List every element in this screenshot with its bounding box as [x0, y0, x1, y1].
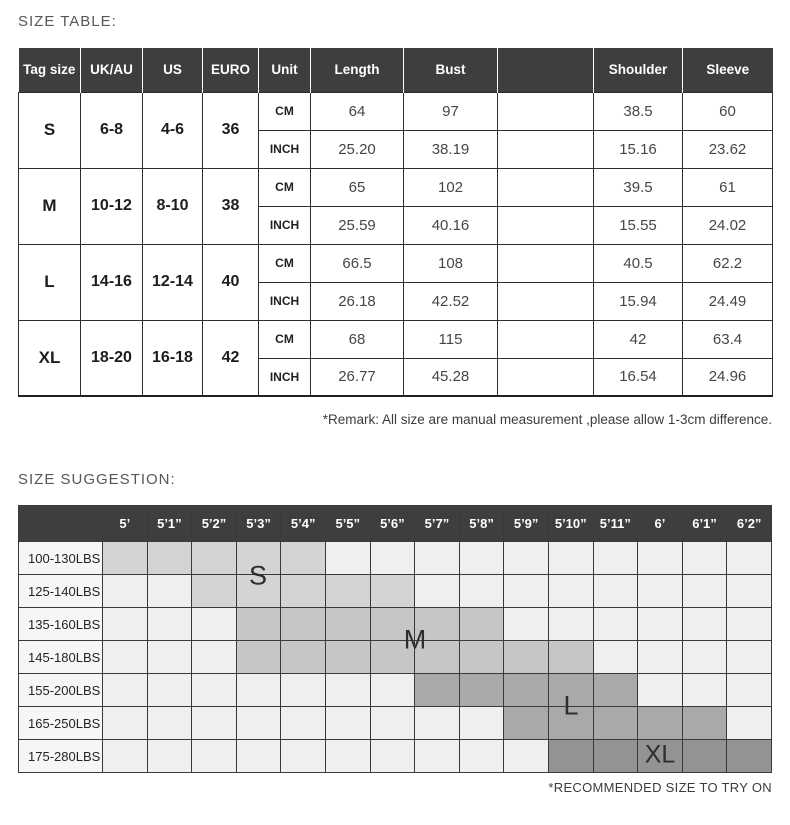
grid-cell-m — [325, 641, 370, 674]
size-table-title: SIZE TABLE: — [18, 13, 117, 30]
grid-cell — [504, 608, 549, 641]
grid-cell — [103, 674, 148, 707]
weight-label: 155-200LBS — [19, 674, 103, 707]
grid-cell-s — [192, 542, 237, 575]
grid-cell — [103, 707, 148, 740]
weight-label: 145-180LBS — [19, 641, 103, 674]
grid-cell — [147, 575, 192, 608]
grid-cell-m — [281, 608, 326, 641]
grid-cell-m — [236, 641, 281, 674]
grid-cell-s — [147, 542, 192, 575]
height-header-cell: 5’7” — [415, 506, 460, 542]
length-cell: 26.18 — [311, 282, 404, 320]
grid-cell-m — [548, 641, 593, 674]
grid-cell-m — [281, 641, 326, 674]
tag-size-l: L — [19, 244, 81, 320]
grid-cell — [415, 740, 460, 773]
grid-cell-xl — [548, 740, 593, 773]
bust-cell: 42.52 — [404, 282, 498, 320]
us-l: 12-14 — [143, 244, 203, 320]
bust-cell: 45.28 — [404, 358, 498, 396]
grid-cell — [727, 608, 772, 641]
grid-cell — [370, 740, 415, 773]
height-header-cell: 5’3” — [236, 506, 281, 542]
height-header-cell: 6’ — [638, 506, 683, 542]
header-euro: EURO — [203, 48, 259, 92]
grid-cell — [727, 641, 772, 674]
shoulder-cell: 40.5 — [594, 244, 683, 282]
tag-size-xl: XL — [19, 320, 81, 396]
grid-cell-m — [504, 641, 549, 674]
grid-cell-m — [325, 608, 370, 641]
unit-inch: INCH — [259, 206, 311, 244]
grid-cell — [281, 707, 326, 740]
grid-cell-s — [103, 542, 148, 575]
size-table-header-row — [19, 48, 773, 92]
height-header-row — [19, 506, 772, 542]
grid-cell — [192, 608, 237, 641]
weight-label: 135-160LBS — [19, 608, 103, 641]
grid-cell — [325, 740, 370, 773]
us-m: 8-10 — [143, 168, 203, 244]
empty-cell — [498, 244, 594, 282]
ukau-m: 10-12 — [81, 168, 143, 244]
euro-s: 36 — [203, 92, 259, 168]
ukau-s: 6-8 — [81, 92, 143, 168]
sleeve-cell: 24.02 — [683, 206, 773, 244]
height-header-cell: 5’8” — [459, 506, 504, 542]
grid-cell — [682, 608, 727, 641]
region-label-l: L — [563, 690, 579, 721]
grid-cell-s — [370, 575, 415, 608]
length-cell: 26.77 — [311, 358, 404, 396]
height-header-cell: 5’11” — [593, 506, 638, 542]
grid-cell — [682, 575, 727, 608]
grid-cell-l — [504, 707, 549, 740]
grid-cell — [459, 542, 504, 575]
shoulder-cell: 38.5 — [594, 92, 683, 130]
euro-m: 38 — [203, 168, 259, 244]
height-header-cell: 5’9” — [504, 506, 549, 542]
length-cell: 68 — [311, 320, 404, 358]
grid-cell — [147, 707, 192, 740]
grid-cell — [325, 707, 370, 740]
grid-cell — [682, 674, 727, 707]
grid-cell — [192, 740, 237, 773]
empty-cell — [498, 168, 594, 206]
grid-cell — [638, 575, 683, 608]
size-table-header — [19, 48, 773, 92]
grid-cell — [147, 674, 192, 707]
size-suggestion-title: SIZE SUGGESTION: — [18, 471, 176, 488]
grid-cell — [638, 542, 683, 575]
length-cell: 66.5 — [311, 244, 404, 282]
grid-cell-m — [459, 641, 504, 674]
length-cell: 25.20 — [311, 130, 404, 168]
grid-cell — [192, 641, 237, 674]
grid-cell-l — [593, 707, 638, 740]
unit-cm: CM — [259, 244, 311, 282]
grid-cell — [103, 575, 148, 608]
length-cell: 65 — [311, 168, 404, 206]
euro-l: 40 — [203, 244, 259, 320]
grid-cell — [147, 641, 192, 674]
sleeve-cell: 63.4 — [683, 320, 773, 358]
grid-cell-xl — [682, 740, 727, 773]
grid-cell — [727, 674, 772, 707]
grid-cell — [548, 575, 593, 608]
empty-cell — [498, 130, 594, 168]
grid-cell-xl — [727, 740, 772, 773]
grid-cell-l — [415, 674, 460, 707]
unit-inch: INCH — [259, 358, 311, 396]
grid-cell — [103, 641, 148, 674]
grid-cell-s — [281, 575, 326, 608]
size-suggestion-chart — [18, 505, 772, 772]
grid-cell — [548, 608, 593, 641]
grid-cell — [415, 575, 460, 608]
weight-row — [19, 575, 772, 608]
bust-cell: 108 — [404, 244, 498, 282]
grid-cell — [459, 575, 504, 608]
grid-cell — [682, 641, 727, 674]
euro-xl: 42 — [203, 320, 259, 396]
unit-cm: CM — [259, 92, 311, 130]
sleeve-cell: 60 — [683, 92, 773, 130]
header-length: Length — [311, 48, 404, 92]
sleeve-cell: 61 — [683, 168, 773, 206]
grid-cell — [192, 707, 237, 740]
height-header-cell: 5’4” — [281, 506, 326, 542]
grid-cell — [593, 575, 638, 608]
tag-size-s: S — [19, 92, 81, 168]
empty-cell — [498, 282, 594, 320]
grid-cell — [459, 740, 504, 773]
grid-cell-l — [682, 707, 727, 740]
grid-cell — [281, 674, 326, 707]
grid-cell — [325, 674, 370, 707]
us-xl: 16-18 — [143, 320, 203, 396]
sleeve-cell: 62.2 — [683, 244, 773, 282]
region-label-m: M — [403, 624, 427, 655]
weight-row — [19, 608, 772, 641]
header-bust: Bust — [404, 48, 498, 92]
shoulder-cell: 15.55 — [594, 206, 683, 244]
empty-cell — [498, 206, 594, 244]
ukau-l: 14-16 — [81, 244, 143, 320]
header-us: US — [143, 48, 203, 92]
grid-cell — [593, 641, 638, 674]
us-s: 4-6 — [143, 92, 203, 168]
empty-cell — [498, 320, 594, 358]
region-label-xl: XL — [644, 740, 676, 769]
weight-label: 175-280LBS — [19, 740, 103, 773]
shoulder-cell: 15.16 — [594, 130, 683, 168]
unit-cm: CM — [259, 320, 311, 358]
unit-inch: INCH — [259, 282, 311, 320]
tag-size-m: M — [19, 168, 81, 244]
shoulder-cell: 15.94 — [594, 282, 683, 320]
bust-cell: 38.19 — [404, 130, 498, 168]
grid-cell — [727, 542, 772, 575]
shoulder-cell: 39.5 — [594, 168, 683, 206]
height-header-cell: 5’ — [103, 506, 148, 542]
remark-text: *Remark: All size are manual measurement ,please allow 1-3cm difference. — [322, 412, 772, 427]
grid-cell — [281, 740, 326, 773]
weight-label: 165-250LBS — [19, 707, 103, 740]
length-cell: 64 — [311, 92, 404, 130]
grid-cell — [548, 542, 593, 575]
height-header-cell: 6’2” — [727, 506, 772, 542]
grid-cell-s — [192, 575, 237, 608]
header-shoulder: Shoulder — [594, 48, 683, 92]
unit-inch: INCH — [259, 130, 311, 168]
grid-cell — [370, 707, 415, 740]
weight-row — [19, 542, 772, 575]
weight-label: 125-140LBS — [19, 575, 103, 608]
bust-cell: 40.16 — [404, 206, 498, 244]
grid-cell-m — [459, 608, 504, 641]
sleeve-cell: 23.62 — [683, 130, 773, 168]
grid-cell — [236, 740, 281, 773]
weight-label: 100-130LBS — [19, 542, 103, 575]
sleeve-cell: 24.96 — [683, 358, 773, 396]
shoulder-cell: 42 — [594, 320, 683, 358]
grid-cell — [236, 707, 281, 740]
region-label-s: S — [248, 560, 268, 591]
grid-cell — [504, 575, 549, 608]
weight-row — [19, 707, 772, 740]
size-suggestion-table — [18, 505, 772, 773]
header-unit: Unit — [259, 48, 311, 92]
grid-cell-s — [281, 542, 326, 575]
table-row-xl-cm — [19, 320, 773, 358]
grid-cell — [638, 641, 683, 674]
grid-cell — [727, 575, 772, 608]
grid-cell — [593, 608, 638, 641]
bust-cell: 97 — [404, 92, 498, 130]
height-header-cell: 6’1” — [682, 506, 727, 542]
unit-cm: CM — [259, 168, 311, 206]
header-empty — [498, 48, 594, 92]
grid-cell — [370, 542, 415, 575]
grid-cell — [682, 542, 727, 575]
footnote-text: *RECOMMENDED SIZE TO TRY ON — [548, 780, 772, 795]
height-header-cell: 5’6” — [370, 506, 415, 542]
size-table-body — [19, 92, 773, 396]
grid-cell — [236, 674, 281, 707]
grid-cell — [415, 707, 460, 740]
grid-cell — [727, 707, 772, 740]
table-row-l-cm — [19, 244, 773, 282]
grid-cell-l — [504, 674, 549, 707]
corner-cell — [19, 506, 103, 542]
grid-cell-m — [236, 608, 281, 641]
shoulder-cell: 16.54 — [594, 358, 683, 396]
table-row-s-cm — [19, 92, 773, 130]
grid-cell — [325, 542, 370, 575]
grid-cell — [638, 674, 683, 707]
grid-cell-l — [593, 674, 638, 707]
grid-cell — [147, 740, 192, 773]
grid-cell — [504, 740, 549, 773]
empty-cell — [498, 92, 594, 130]
size-table — [18, 48, 773, 397]
sleeve-cell: 24.49 — [683, 282, 773, 320]
grid-cell — [415, 542, 460, 575]
grid-cell — [504, 542, 549, 575]
grid-cell — [147, 608, 192, 641]
header-sleeve: Sleeve — [683, 48, 773, 92]
grid-cell — [192, 674, 237, 707]
grid-cell-l — [638, 707, 683, 740]
height-header-cell: 5’10” — [548, 506, 593, 542]
grid-cell — [103, 608, 148, 641]
grid-cell-s — [325, 575, 370, 608]
weight-row — [19, 674, 772, 707]
grid-cell-l — [459, 674, 504, 707]
header-tag-size: Tag size — [19, 48, 81, 92]
grid-cell — [370, 674, 415, 707]
grid-cell — [638, 608, 683, 641]
grid-cell — [593, 542, 638, 575]
grid-cell — [459, 707, 504, 740]
length-cell: 25.59 — [311, 206, 404, 244]
weight-row — [19, 641, 772, 674]
height-header-cell: 5’1” — [147, 506, 192, 542]
table-row-m-cm — [19, 168, 773, 206]
bust-cell: 115 — [404, 320, 498, 358]
bust-cell: 102 — [404, 168, 498, 206]
header-ukau: UK/AU — [81, 48, 143, 92]
height-header-cell: 5’2” — [192, 506, 237, 542]
ukau-xl: 18-20 — [81, 320, 143, 396]
grid-cell — [103, 740, 148, 773]
empty-cell — [498, 358, 594, 396]
grid-cell-xl — [593, 740, 638, 773]
height-header-cell: 5’5” — [325, 506, 370, 542]
